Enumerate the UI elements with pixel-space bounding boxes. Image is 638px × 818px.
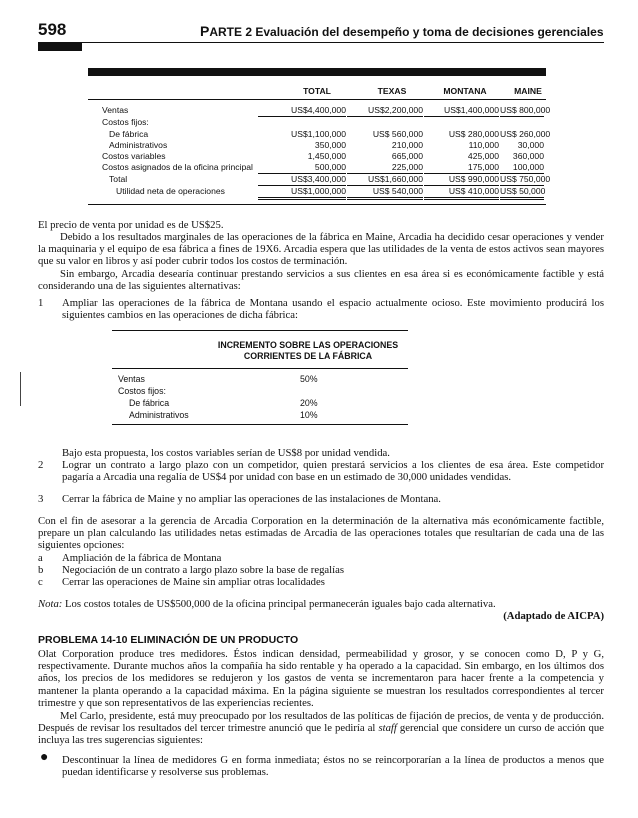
table-top-rule bbox=[112, 330, 408, 331]
problem-paragraph-2-a: Mel Carlo, presidente, está muy preocupado por los resultados de las políticas de fijación de precios, de venta y de producción. Después de revisar los resultados del tercer trimestre anunció que le pediría al bbox=[38, 710, 604, 735]
col-header-texas: TEXAS bbox=[377, 86, 407, 96]
bullet-icon: ● bbox=[40, 750, 49, 765]
alternative-number: 2 bbox=[38, 459, 44, 471]
col-header-maine: MAINE bbox=[514, 86, 542, 96]
row-label: Administrativos bbox=[109, 140, 168, 150]
underline bbox=[347, 116, 423, 117]
part-title bbox=[200, 23, 604, 39]
staff-term: staff bbox=[378, 722, 397, 735]
double-underline bbox=[258, 197, 346, 198]
header-divider bbox=[88, 99, 546, 100]
cell: 425,000 bbox=[467, 151, 499, 161]
cell: US$1,660,000 bbox=[368, 174, 423, 184]
option-letter: b bbox=[38, 564, 44, 576]
note bbox=[38, 598, 496, 610]
cell: 665,000 bbox=[391, 151, 423, 161]
bullet-text: Descontinuar la línea de medidores G en forma inmediata; éstos no se reincorporarían a la línea de productos a menos que puedan identificarse y resolverse sus problemas. bbox=[62, 754, 604, 779]
page-number: 598 bbox=[38, 20, 67, 39]
task-paragraph: Con el fin de asesorar a la gerencia de Arcadia Corporation en la determinación de la alternativa más económicamente factible, prepare un plan calculando las utilidades netas estimadas de Arcadia de las operaciones totales que resultarían de cada una de las siguientes opciones: bbox=[38, 515, 604, 552]
cell: US$4,400,000 bbox=[291, 105, 346, 115]
double-underline bbox=[424, 199, 499, 200]
cell: US$ 260,000 bbox=[500, 129, 551, 139]
option-letter: a bbox=[38, 552, 43, 564]
row-label: Ventas bbox=[118, 374, 145, 384]
header-rule bbox=[38, 42, 604, 43]
alternative-1-note: Bajo esta propuesta, los costos variables serían de US$8 por unidad vendida. bbox=[62, 447, 390, 459]
note-text: Los costos totales de US$500,000 de la oficina principal permanecerán iguales bajo cada alternativa. bbox=[65, 598, 496, 610]
double-underline bbox=[424, 197, 499, 198]
increment-header-line2: CORRIENTES DE LA FÁBRICA bbox=[243, 351, 373, 361]
alternative-1-text: Ampliar las operaciones de la fábrica de Montana usando el espacio actualmente ocioso. Este movimiento producirá los siguientes cambios en las operaciones de dicha fábrica: bbox=[62, 297, 604, 322]
row-label: Costos variables bbox=[102, 151, 166, 161]
double-underline bbox=[258, 199, 346, 200]
cell: 360,000 bbox=[512, 151, 544, 161]
cell: 350,000 bbox=[314, 140, 346, 150]
table-bottom-rule bbox=[112, 424, 408, 425]
paragraph-alternatives: Sin embargo, Arcadia desearía continuar prestando servicios a sus clientes en esa área si es económicamente factible y está considerando una de las siguientes alternativas: bbox=[38, 268, 604, 293]
cell: 175,000 bbox=[467, 162, 499, 172]
increment-header bbox=[208, 340, 408, 362]
alternative-number: 3 bbox=[38, 493, 44, 505]
problem-paragraph-2 bbox=[38, 710, 604, 747]
cell: 500,000 bbox=[314, 162, 346, 172]
cell: 20% bbox=[300, 398, 318, 408]
note-label: Nota: bbox=[38, 598, 63, 610]
row-label: Costos asignados de la oficina principal bbox=[102, 162, 253, 172]
problem-paragraph-1: Olat Corporation produce tres medidores. Éstos indican densidad, permeabilidad y grosor, y se conocen como D, P y G, respectivamente. Durante muchos años la compañía ha sido rentable y ha operado a la capacidad. Sin embargo, en los últimos dos años, los precios de los medidores se redujeron y los gastos de venta se incrementaron para hacer frente a la competencia y mantener la planta operando a la capacidad máxima. En la página siguiente se muestran los resultados correspondientes al tercer trimestre y que son representativos de las experiencias recientes. bbox=[38, 648, 604, 709]
cell: 110,000 bbox=[468, 140, 499, 150]
row-label: Costos fijos: bbox=[102, 117, 149, 127]
paragraph-price: El precio de venta por unidad es de US$25. bbox=[38, 219, 224, 231]
cell: US$2,200,000 bbox=[368, 105, 423, 115]
double-underline bbox=[347, 197, 423, 198]
double-underline bbox=[500, 197, 544, 198]
increment-table bbox=[112, 330, 408, 425]
cell: US$1,400,000 bbox=[444, 105, 499, 115]
increment-header-line1: INCREMENTO SOBRE LAS OPERACIONES bbox=[217, 340, 399, 350]
option-letter: c bbox=[38, 576, 43, 588]
row-label: Administrativos bbox=[129, 410, 189, 420]
col-header-montana: MONTANA bbox=[443, 86, 487, 96]
row-label: Utilidad neta de operaciones bbox=[116, 186, 225, 196]
row-label: Costos fijos: bbox=[118, 386, 166, 396]
alternative-3-text: Cerrar la fábrica de Maine y no ampliar las operaciones de las instalaciones de Montana. bbox=[62, 493, 441, 505]
col-header-total: TOTAL bbox=[303, 86, 331, 96]
double-underline bbox=[347, 199, 423, 200]
margin-mark bbox=[20, 372, 21, 406]
table-bottom-rule bbox=[88, 204, 546, 205]
cell: US$ 560,000 bbox=[372, 129, 423, 139]
cell: US$ 410,000 bbox=[448, 186, 499, 196]
cell: US$ 800,000 bbox=[500, 105, 551, 115]
cell: 225,000 bbox=[391, 162, 423, 172]
cell: 30,000 bbox=[517, 140, 544, 150]
source-credit: (Adaptado de AICPA) bbox=[503, 610, 604, 622]
cell: US$ 990,000 bbox=[448, 174, 499, 184]
problem-paragraph-2-b: gerencial que considere un curso de acción que incluya las tres sugerencias siguientes: bbox=[38, 722, 604, 747]
cell: 10% bbox=[300, 410, 318, 420]
cell: 100,000 bbox=[512, 162, 544, 172]
cell: US$ 280,000 bbox=[448, 129, 499, 139]
alternative-number: 1 bbox=[38, 297, 44, 309]
underline bbox=[258, 116, 346, 117]
header-block bbox=[38, 43, 82, 51]
row-label: Ventas bbox=[102, 105, 129, 115]
option-text: Cerrar las operaciones de Maine sin ampliar otras localidades bbox=[62, 576, 325, 588]
cell: 210,000 bbox=[391, 140, 423, 150]
cell: US$ 750,000 bbox=[500, 174, 551, 184]
row-label: Total bbox=[109, 174, 128, 184]
paragraph-maine-closure: Debido a los resultados marginales de las operaciones de la fábrica en Maine, Arcadia ha decidido cesar operaciones y vender la maquinaria y el equipo de esa fábrica a fines de 19X6. Arcadia espera que las utilidades de la venta de estos activos sean mayores que su valor en libros y así poder cubrir todos los costos de terminación. bbox=[38, 231, 604, 268]
underline bbox=[500, 116, 544, 117]
part-title-initial: P bbox=[200, 23, 210, 39]
cell: US$ 50,000 bbox=[500, 186, 546, 196]
alternative-2-text: Lograr un contrato a largo plazo con un competidor, quien prestará servicios a los clientes de esa área. Este competidor pagaría a Arcadia una regalía de US$4 por unidad con base en un estimado de 30,000 unidades vendidas. bbox=[62, 459, 604, 484]
row-label: De fábrica bbox=[129, 398, 170, 408]
cell: US$1,100,000 bbox=[291, 129, 346, 139]
problem-title: PROBLEMA 14-10 ELIMINACIÓN DE UN PRODUCTO bbox=[38, 634, 299, 646]
option-text: Negociación de un contrato a largo plazo sobre la base de regalías bbox=[62, 564, 345, 576]
header-divider bbox=[112, 368, 408, 369]
table-top-bar bbox=[88, 68, 546, 76]
option-text: Ampliación de la fábrica de Montana bbox=[62, 552, 222, 564]
cell: US$3,400,000 bbox=[291, 174, 346, 184]
cell: 50% bbox=[300, 374, 318, 384]
cell: US$1,000,000 bbox=[291, 186, 346, 196]
cell: 1,450,000 bbox=[307, 151, 346, 161]
row-label: De fábrica bbox=[109, 129, 149, 139]
results-table bbox=[88, 68, 551, 206]
double-underline bbox=[500, 199, 544, 200]
cell: US$ 540,000 bbox=[372, 186, 423, 196]
underline bbox=[424, 116, 499, 117]
part-title-rest: ARTE 2 Evaluación del desempeño y toma de decisiones gerenciales bbox=[209, 25, 604, 39]
